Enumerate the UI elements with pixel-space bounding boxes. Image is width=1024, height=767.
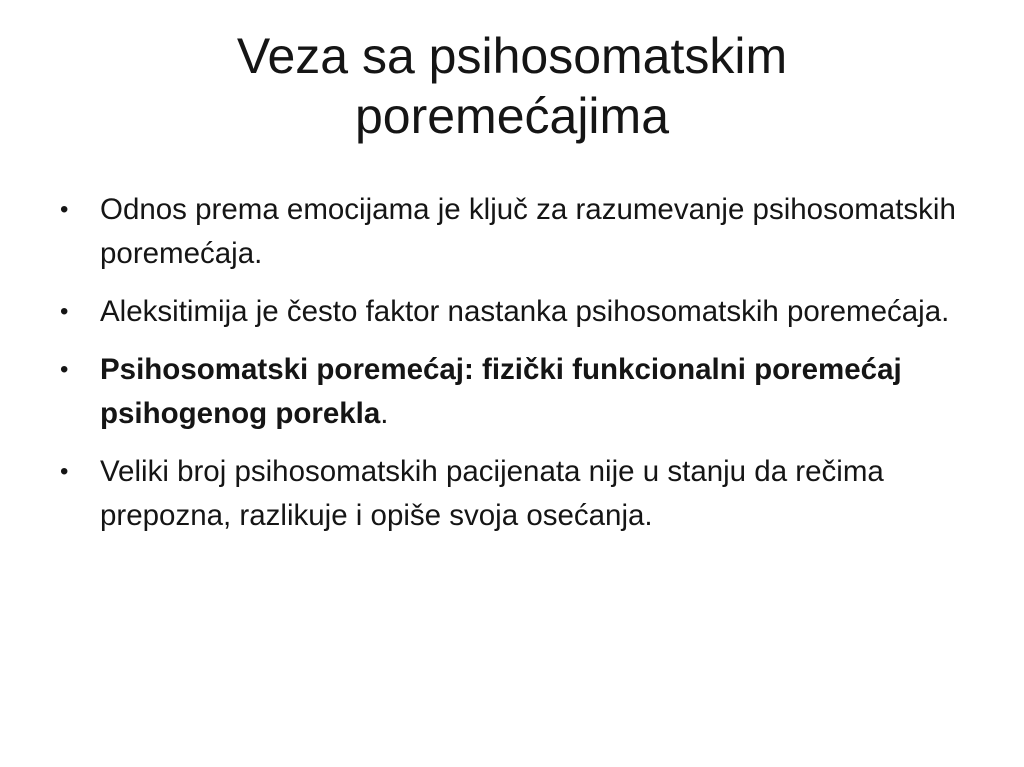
bullet-dot-icon: • bbox=[60, 196, 69, 223]
bullet-dot-icon: • bbox=[60, 298, 69, 325]
bullet-item bbox=[60, 348, 980, 436]
bullet-text: Aleksitimija je često faktor nastanka psihosomatskih poremećaja. bbox=[100, 295, 950, 328]
bullet-trailing-text: . bbox=[380, 397, 389, 430]
bullet-text: Veliki broj psihosomatskih pacijenata nije u stanju da rečima prepozna, razlikuje i opiše svoja osećanja. bbox=[100, 455, 884, 532]
bullet-bold-text: Psihosomatski poremećaj: fizički funkcionalni poremećaj psihogenog porekla bbox=[100, 353, 902, 430]
bullet-item bbox=[60, 290, 980, 334]
bullet-item bbox=[60, 450, 980, 538]
bullet-list bbox=[60, 188, 980, 552]
bullet-text: Odnos prema emocijama je ključ za razumevanje psihosomatskih poremećaja. bbox=[100, 193, 956, 270]
bullet-dot-icon: • bbox=[60, 458, 69, 485]
slide-title: Veza sa psihosomatskim poremećajima bbox=[236, 28, 788, 144]
bullet-item bbox=[60, 188, 980, 276]
bullet-dot-icon: • bbox=[60, 356, 69, 383]
